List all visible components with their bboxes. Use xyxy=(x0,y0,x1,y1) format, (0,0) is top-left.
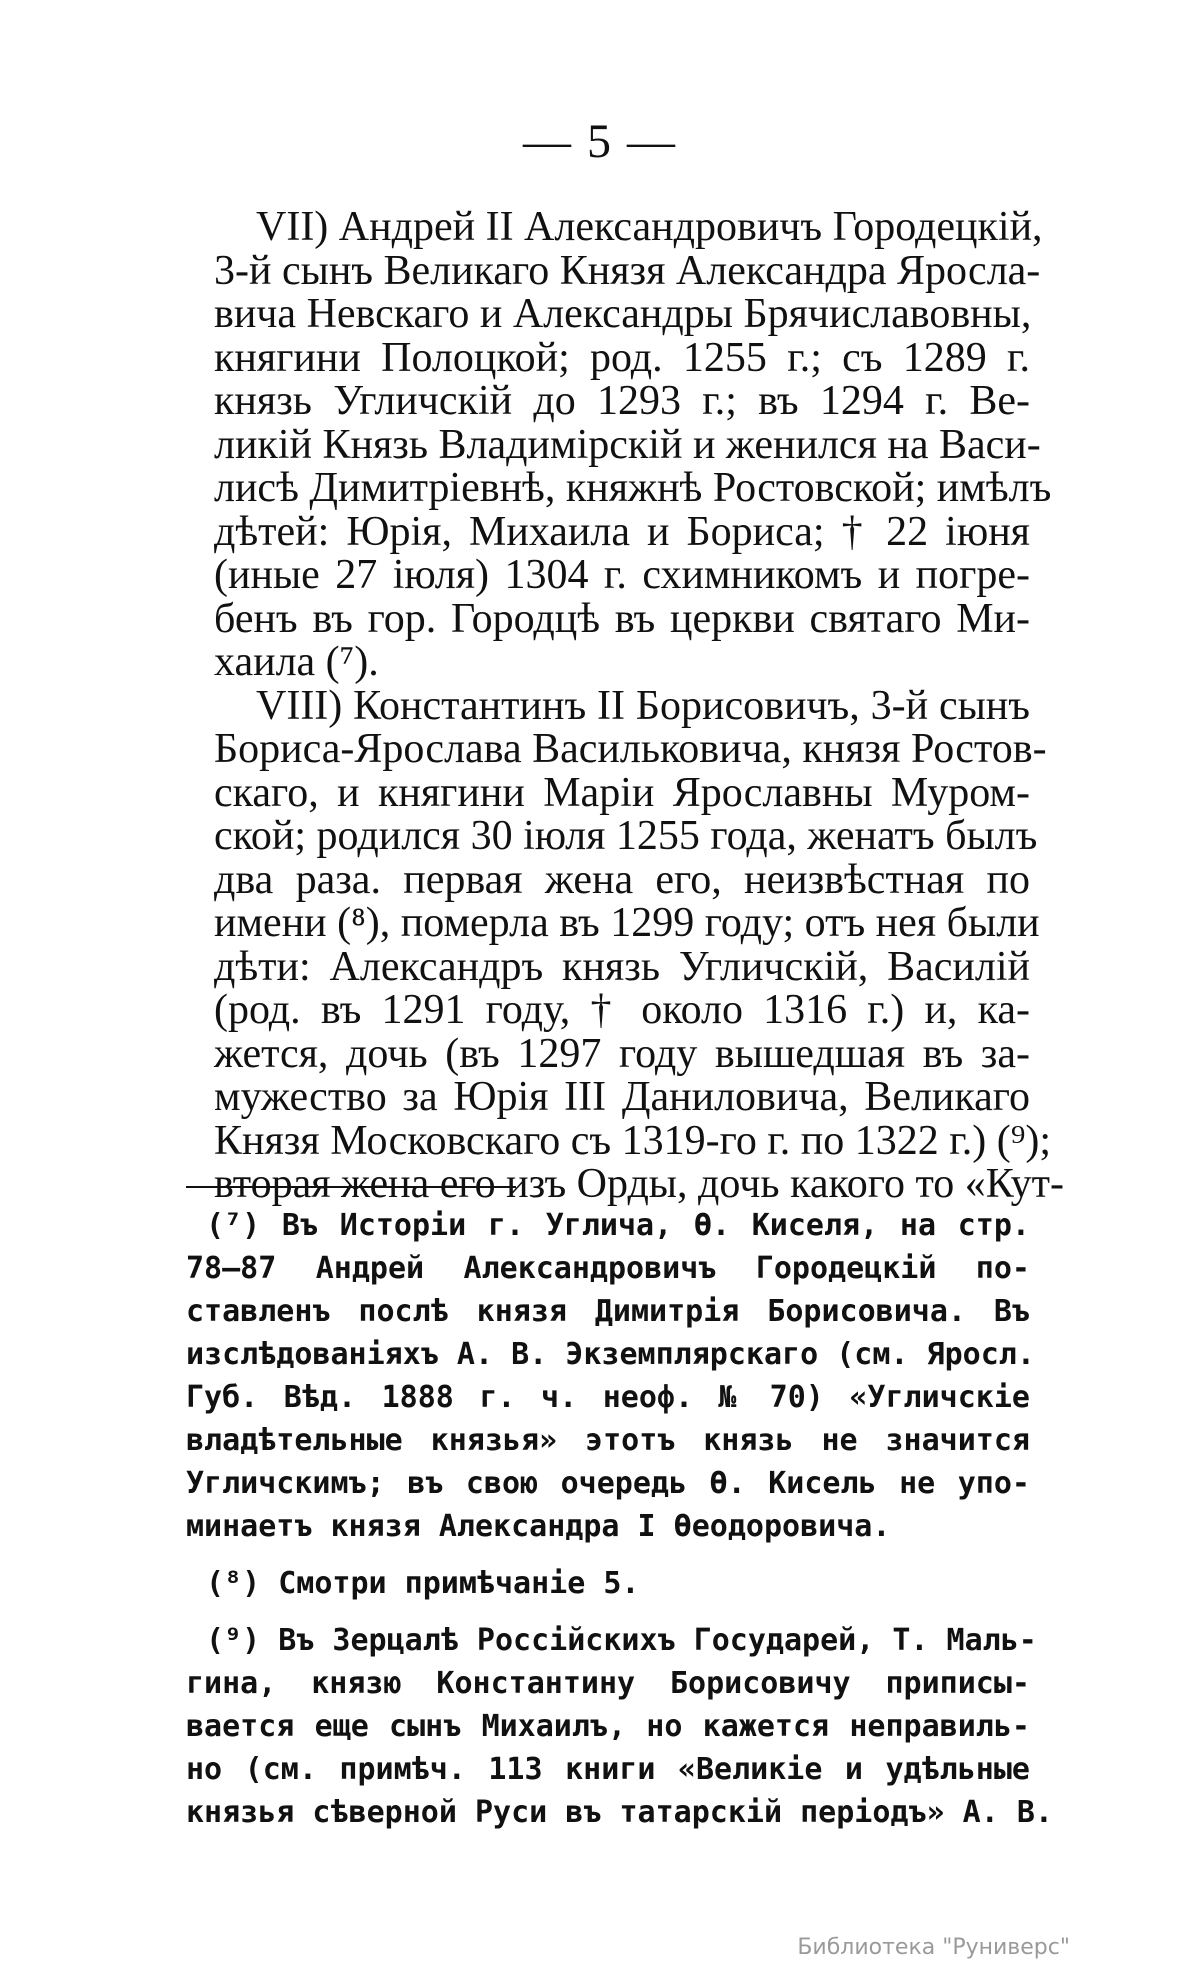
footnote-line: владѣтельные князья» этотъ князь не значится xyxy=(186,1423,1030,1458)
footnote-9 xyxy=(186,1619,1053,1834)
footnote-8 xyxy=(186,1562,1030,1605)
footnote-line: минаетъ князя Александра I Ѳеодоровича. xyxy=(186,1509,891,1544)
footnote-line: Губ. Вѣд. 1888 г. ч. неоф. № 70) «Угличскіе xyxy=(186,1380,1030,1415)
text-line: VIII) Константинъ II Борисовичъ, 3-й сынъ xyxy=(256,682,1030,729)
text-line: два раза. первая жена его, неизвѣстная по xyxy=(214,856,1030,903)
text-line: 3-й сынъ Великаго Князя Александра Яросла- xyxy=(214,247,1041,294)
text-line: имени (⁸), померла въ 1299 году; отъ нея были xyxy=(214,900,1040,946)
text-line: хаила (⁷). xyxy=(214,639,379,685)
text-line: (род. въ 1291 году, † около 1316 г.) и, ка- xyxy=(214,987,1030,1033)
text-line: дѣтей: Юрія, Михаила и Бориса; † 22 іюня xyxy=(214,508,1030,555)
text-line: скаго, и княгини Маріи Ярославны Муром- xyxy=(214,769,1030,816)
text-line: (иные 27 іюля) 1304 г. схимникомъ и погре- xyxy=(214,552,1030,598)
footnote-line: гина, князю Константину Борисовичу приписы- xyxy=(186,1666,1030,1701)
text-line: вторая жена его изъ Орды, дочь какого то «Кут- xyxy=(214,1161,1064,1207)
footnote-line: 78—87 Андрей Александровичъ Городецкій по- xyxy=(186,1251,1030,1286)
paragraph-andrei xyxy=(172,204,1052,685)
footnote-line: (⁸) Смотри примѣчаніе 5. xyxy=(206,1566,640,1601)
footnote-line: (⁹) Въ Зерцалѣ Россійскихъ Государей, Т. Маль- xyxy=(206,1623,1037,1658)
text-line: Князя Московскаго съ 1319-го г. по 1322 г.) (⁹); xyxy=(214,1117,1052,1164)
text-line: ликій Князь Владимірскій и женился на Васи- xyxy=(214,421,1041,468)
footnotes xyxy=(186,1204,1053,1848)
library-watermark: Библиотека "Руниверс" xyxy=(797,1935,1070,1960)
footnote-divider xyxy=(186,1186,516,1188)
footnote-line: ставленъ послѣ князя Димитрія Борисовича. Въ xyxy=(186,1294,1030,1329)
text-line: дѣти: Александръ князь Угличскій, Василій xyxy=(214,943,1030,990)
footnote-7 xyxy=(186,1204,1035,1548)
text-line: Бориса-Ярослава Васильковича, князя Ростов- xyxy=(214,726,1047,772)
footnote-line: Угличскимъ; въ свою очередь Ѳ. Кисель не упо- xyxy=(186,1466,1030,1501)
text-line: лисѣ Димитріевнѣ, княжнѣ Ростовской; имѣлъ xyxy=(214,465,1052,511)
text-line: князь Угличскій до 1293 г.; въ 1294 г. Ве- xyxy=(214,378,1030,424)
text-line: ской; родился 30 іюля 1255 года, женатъ былъ xyxy=(214,813,1038,859)
footnote-line: изслѣдованіяхъ А. В. Экземплярскаго (см. Яросл. xyxy=(186,1337,1035,1372)
text-line: вича Невскаго и Александры Брячиславовны, xyxy=(214,291,1032,337)
page-number: — 5 — xyxy=(523,115,677,168)
footnote-line: князья сѣверной Руси въ татарскій періодъ» А. В. xyxy=(186,1795,1053,1830)
main-text xyxy=(172,204,1064,1207)
footnote-line: вается еще сынъ Михаилъ, но кажется неправиль- xyxy=(186,1709,1030,1744)
text-line: VII) Андрей II Александровичъ Городецкій, xyxy=(256,204,1043,250)
text-line: бенъ въ гор. Городцѣ въ церкви святаго Ми- xyxy=(214,595,1030,642)
text-line: мужество за Юрія III Даниловича, Великаго xyxy=(214,1074,1030,1120)
footnote-line: (⁷) Въ Исторіи г. Углича, Ѳ. Киселя, на стр. xyxy=(206,1208,1030,1243)
text-line: княгини Полоцкой; род. 1255 г.; съ 1289 г. xyxy=(214,334,1030,381)
paragraph-konstantin xyxy=(172,682,1064,1207)
text-line: жется, дочь (въ 1297 году вышедшая въ за- xyxy=(214,1030,1030,1077)
footnote-line: но (см. примѣч. 113 книги «Великіе и удѣльные xyxy=(186,1752,1030,1787)
